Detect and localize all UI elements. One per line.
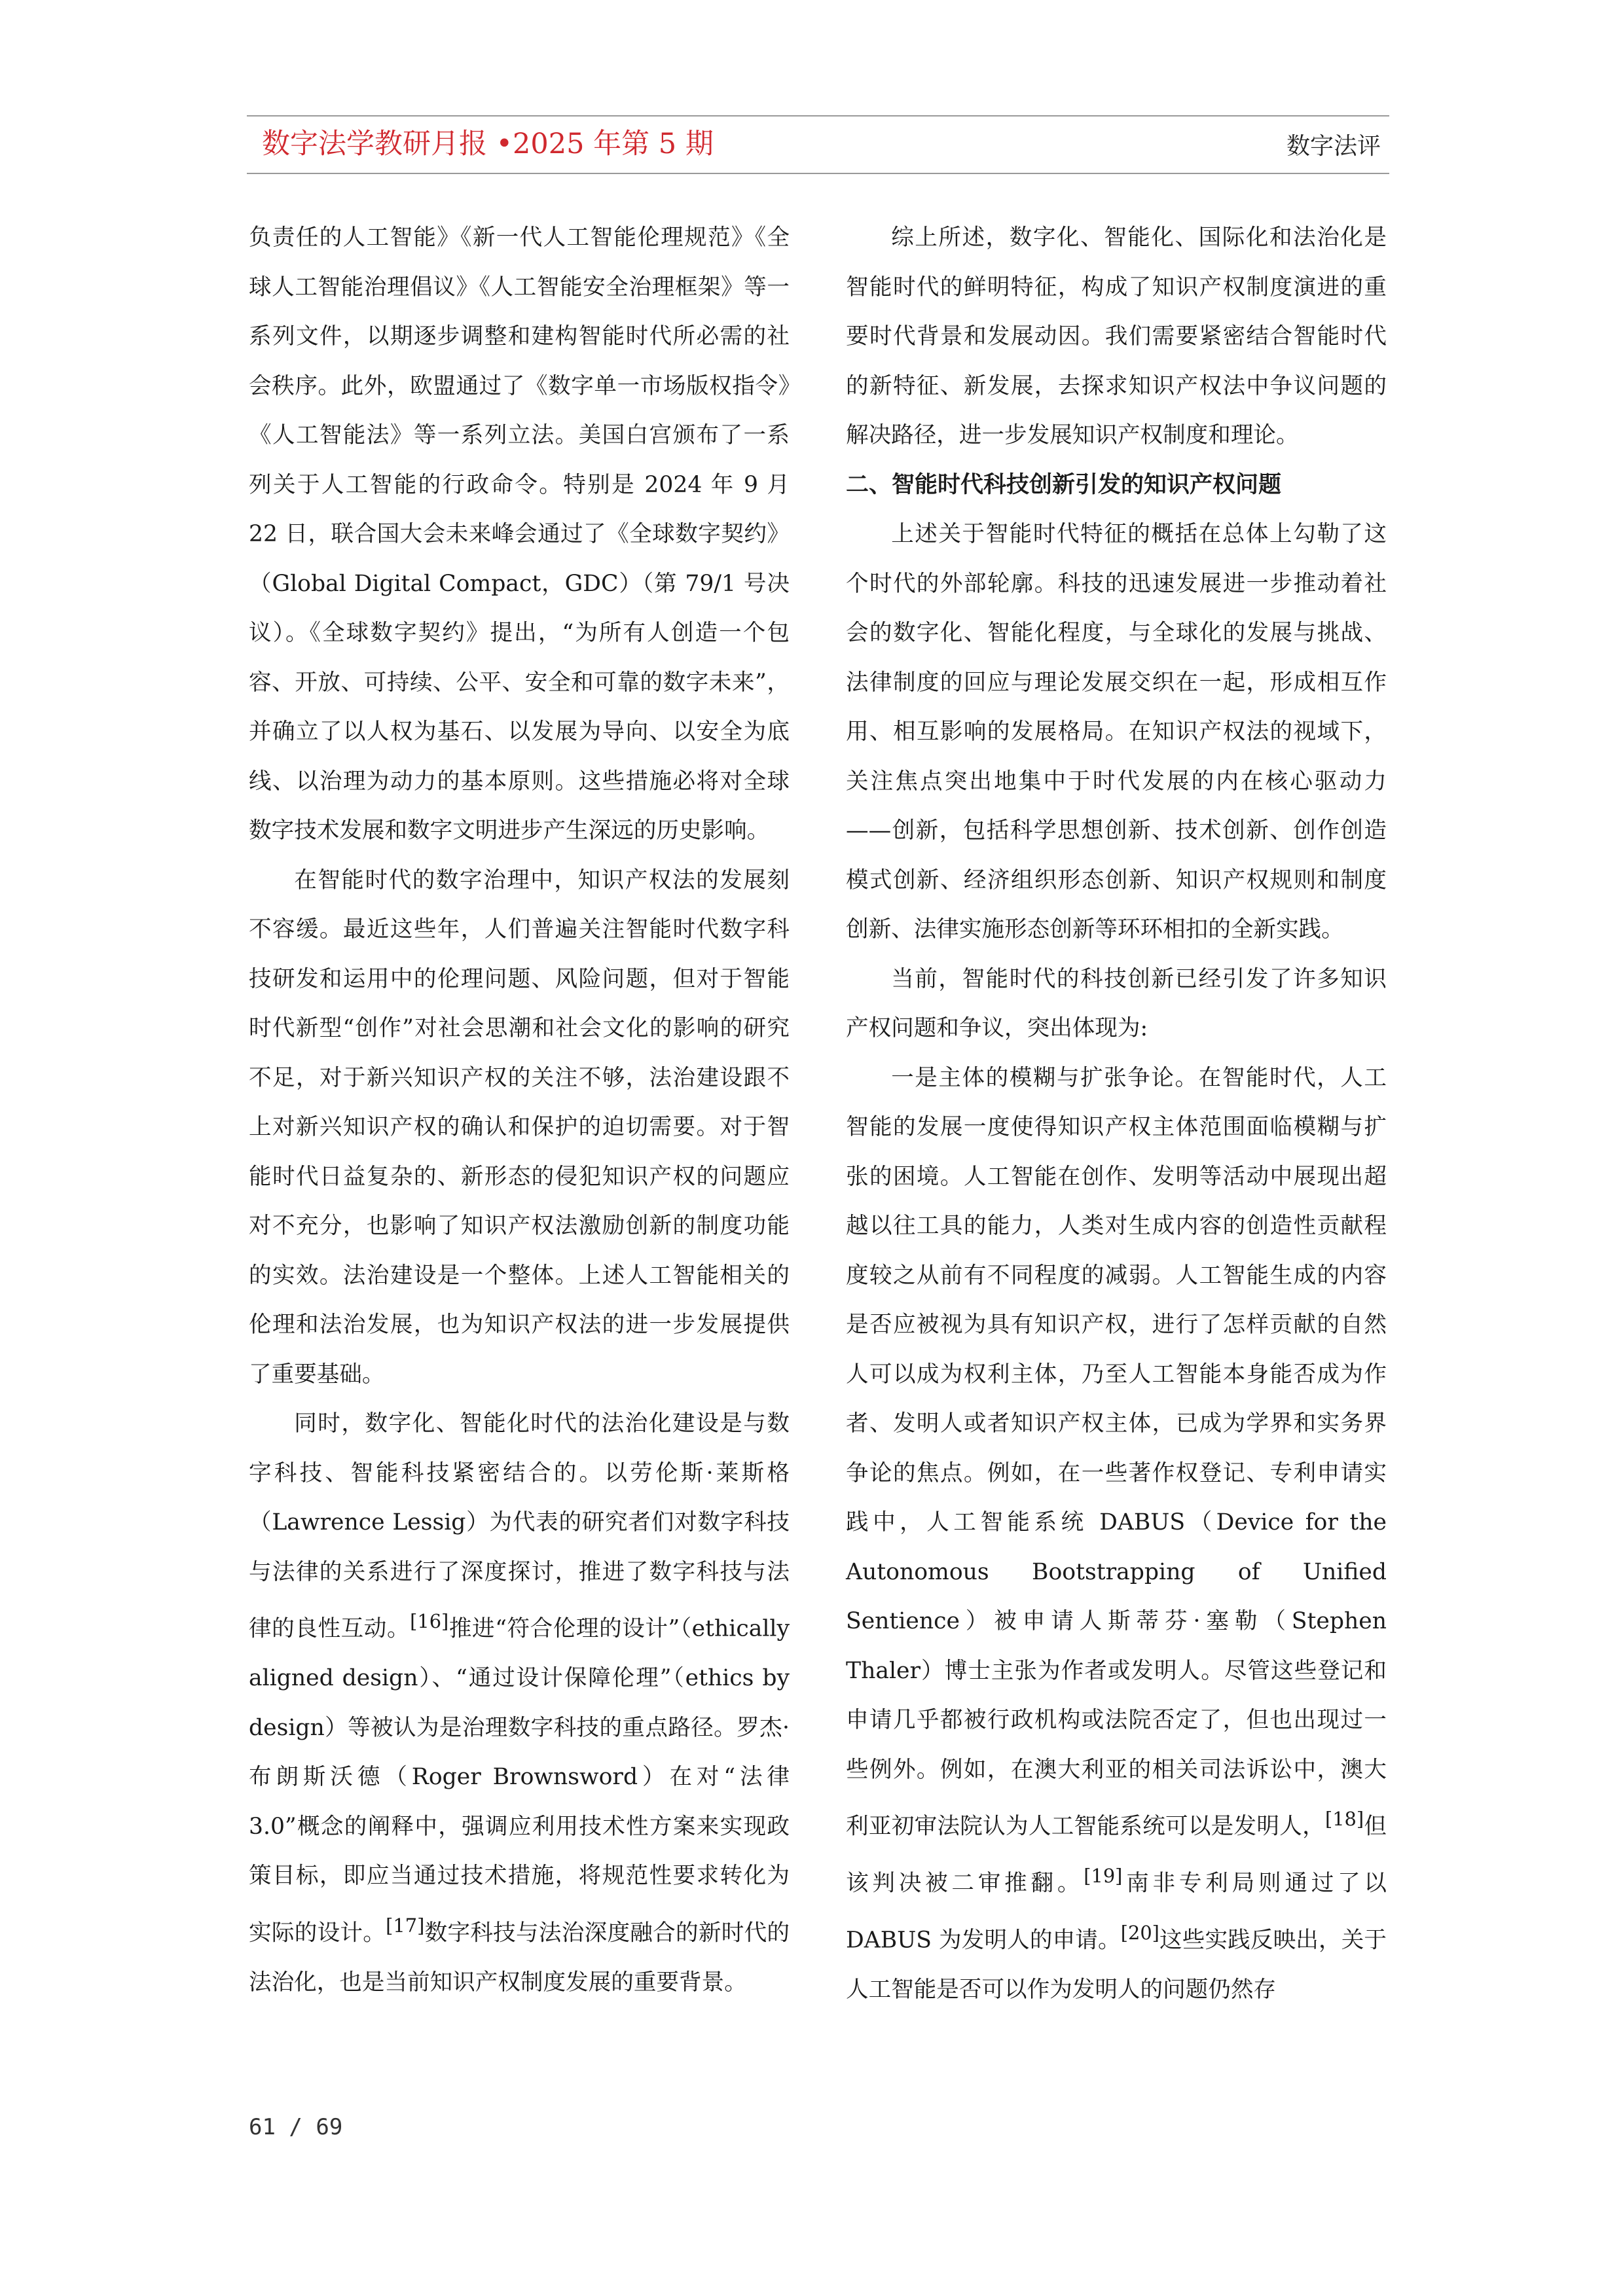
paragraph-text: 但该判决被二审推翻。 xyxy=(846,1813,1387,1897)
footnote-ref: [18] xyxy=(1324,1808,1364,1830)
paragraph: 综上所述，数字化、智能化、国际化和法治化是智能时代的鲜明特征，构成了知识产权制度演进的重要时代背景和发展动因。我们需要紧密结合智能时代的新特征、新发展，去探求知识产权法中争议问题的解决路径，进一步发展知识产权制度和理论。 xyxy=(846,224,1387,448)
paragraph-text: 数字科技与法治深度融合的新时代的法治化，也是当前知识产权制度发展的重要背景。 xyxy=(249,1920,790,1996)
paragraph-text: 同时，数字化、智能化时代的法治化建设是与数字科技、智能科技紧密结合的。以劳伦斯·莱斯格（Lawrence Lessig）为代表的研究者们对数字科技与法律的关系进行了深度探讨，推进了数字科技与法律的良性互动。 xyxy=(249,1410,790,1642)
paragraph-text: 这些实践反映出，关于人工智能是否可以作为发明人的问题仍然存 xyxy=(846,1927,1387,2003)
paragraph-text: 一是主体的模糊与扩张争论。在智能时代，人工智能的发展一度使得知识产权主体范围面临模糊与扩张的困境。人工智能在创作、发明等活动中展现出超越以往工具的能力，人类对生成内容的创造性贡献程度较之从前有不同程度的减弱。人工智能生成的内容是否应被视为具有知识产权，进行了怎样贡献的自然人可以成为权利主体，乃至人工智能本身能否成为作者、发明人或者知识产权主体，已成为学界和实务界争论的焦点。例如，在一些著作权登记、专利申请实践中，人工智能系统 DABUS（Device for the Autonomous Bootstrapping of Unified Sentience）被申请人斯蒂芬·塞勒（Stephen Thaler）博士主张为作者或发明人。尽管这些登记和申请几乎都被行政机构或法院否定了，但也出现过一些例外。例如，在澳大利亚的相关司法诉讼中，澳大利亚初审法院认为人工智能系统可以是发明人， xyxy=(846,1064,1387,1840)
paragraph xyxy=(249,1399,790,2007)
section-heading: 二、智能时代科技创新引发的知识产权问题 xyxy=(846,471,1282,498)
paragraph xyxy=(846,1054,1387,2015)
right-column xyxy=(846,213,1387,2015)
paragraph: 当前，智能时代的科技创新已经引发了许多知识产权问题和争议，突出体现为: xyxy=(846,965,1387,1041)
section-title: 数字法评 xyxy=(1286,133,1381,160)
paragraph: 在智能时代的数字治理中，知识产权法的发展刻不容缓。最近这些年，人们普遍关注智能时代数字科技研发和运用中的伦理问题、风险问题，但对于智能时代新型“创作”对社会思潮和社会文化的影响的研究不足，对于新兴知识产权的关注不够，法治建设跟不上对新兴知识产权的确认和保护的迫切需要。对于智能时代日益复杂的、新形态的侵犯知识产权的问题应对不充分，也影响了知识产权法激励创新的制度功能的实效。法治建设是一个整体。上述人工智能相关的伦理和法治发展，也为知识产权法的进一步发展提供了重要基础。 xyxy=(249,867,790,1388)
page-indicator: 61 / 69 xyxy=(249,2114,343,2140)
paragraph: 负责任的人工智能》《新一代人工智能伦理规范》《全球人工智能治理倡议》《人工智能安全治理框架》等一系列文件，以期逐步调整和建构智能时代所必需的社会秩序。此外，欧盟通过了《数字单一市场版权指令》《人工智能法》等一系列立法。美国白宫颁布了一系列关于人工智能的行政命令。特别是 2024 年 9 月 22 日，联合国大会未来峰会通过了《全球数字契约》（Global Digital Compact，GDC）（第 79/1 号决议）。《全球数字契约》提出，“为所有人创造一个包容、开放、可持续、公平、安全和可靠的数字未来”，并确立了以人权为基石、以发展为导向、以安全为底线、以治理为动力的基本原则。这些措施必将对全球数字技术发展和数字文明进步产生深远的历史影响。 xyxy=(249,224,790,844)
journal-title: 数字法学教研月报 •2025 年第 5 期 xyxy=(262,128,714,160)
paragraph-text: 推进“符合伦理的设计”（ethically aligned design）、“通过设计保障伦理”（ethics by design）等被认为是治理数字科技的重点路径。罗杰·布朗斯沃德（Roger Brownsword）在对“法律 3.0”概念的阐释中，强调应利用技术性方案来实现政策目标，即应当通过技术措施，将规范性要求转化为实际的设计。 xyxy=(249,1615,790,1946)
footnote-ref: [16] xyxy=(410,1610,449,1632)
left-column xyxy=(249,213,790,2007)
paragraph: 上述关于智能时代特征的概括在总体上勾勒了这个时代的外部轮廓。科技的迅速发展进一步推动着社会的数字化、智能化程度，与全球化的发展与挑战、法律制度的回应与理论发展交织在一起，形成相互作用、相互影响的发展格局。在知识产权法的视域下，关注焦点突出地集中于时代发展的内在核心驱动力——创新，包括科学思想创新、技术创新、创作创造模式创新、经济组织形态创新、知识产权规则和制度创新、法律实施形态创新等环环相扣的全新实践。 xyxy=(846,521,1387,942)
paragraph-text: 南非专利局则通过了以 DABUS 为发明人的申请。 xyxy=(846,1870,1387,1954)
footnote-ref: [19] xyxy=(1084,1865,1123,1888)
footnote-ref: [20] xyxy=(1120,1922,1159,1945)
header-top-rule xyxy=(247,115,1389,117)
header-bottom-rule xyxy=(247,173,1389,174)
footnote-ref: [17] xyxy=(386,1914,425,1937)
